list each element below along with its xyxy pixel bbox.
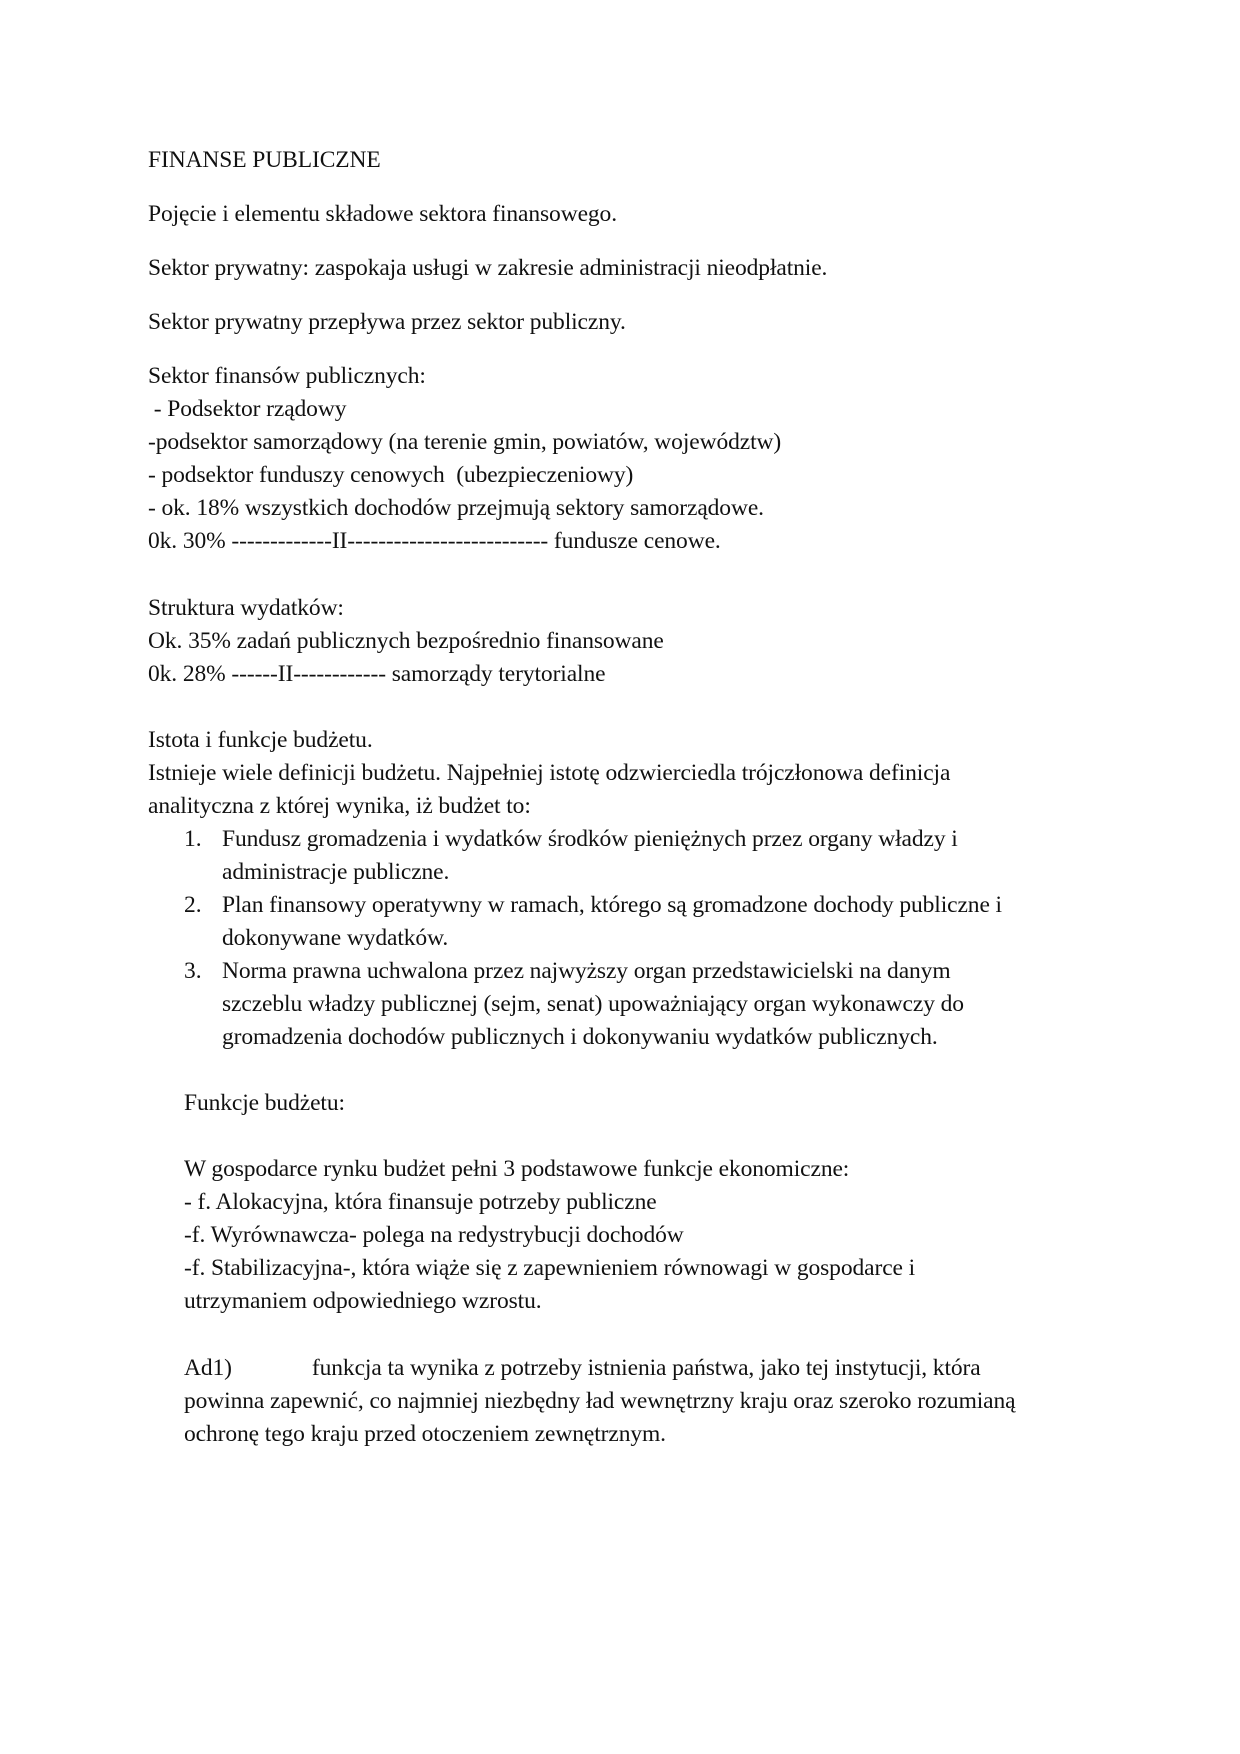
functions-line: - f. Alokacyjna, która finansuje potrzeby publiczne	[184, 1189, 657, 1215]
expenses-heading: Struktura wydatków:	[148, 595, 344, 621]
definition-line: Norma prawna uchwalona przez najwyższy organ przedstawicielski na danym	[222, 958, 951, 984]
expenses-line: 0k. 28% ------II------------ samorządy terytorialne	[148, 661, 606, 687]
functions-heading: Funkcje budżetu:	[184, 1090, 345, 1116]
intro-line: Sektor prywatny: zaspokaja usługi w zakresie administracji nieodpłatnie.	[148, 255, 828, 281]
budget-intro-line: analityczna z której wynika, iż budżet to:	[148, 793, 531, 819]
definition-line: administracje publiczne.	[222, 859, 450, 885]
budget-heading: Istota i funkcje budżetu.	[148, 727, 373, 753]
ad1-line: powinna zapewnić, co najmniej niezbędny ład wewnętrzny kraju oraz szeroko rozumianą	[184, 1388, 1016, 1414]
definition-line: szczeblu władzy publicznej (sejm, senat) upoważniający organ wykonawczy do	[222, 991, 964, 1017]
budget-intro-line: Istnieje wiele definicji budżetu. Najpełniej istotę odzwierciedla trójczłonowa definicja	[148, 760, 951, 786]
functions-line: -f. Wyrównawcza- polega na redystrybucji dochodów	[184, 1222, 684, 1248]
list-number: 1.	[184, 826, 202, 852]
intro-line: Pojęcie i elementu składowe sektora finansowego.	[148, 201, 617, 227]
definition-line: dokonywane wydatków.	[222, 925, 449, 951]
expenses-line: Ok. 35% zadań publicznych bezpośrednio finansowane	[148, 628, 664, 654]
sector-heading: Sektor finansów publicznych:	[148, 363, 426, 389]
sector-line: - ok. 18% wszystkich dochodów przejmują sektory samorządowe.	[148, 495, 764, 521]
functions-line: W gospodarce rynku budżet pełni 3 podstawowe funkcje ekonomiczne:	[184, 1156, 850, 1182]
ad1-first-line	[184, 1352, 981, 1385]
definition-line: Plan finansowy operatywny w ramach, którego są gromadzone dochody publiczne i	[222, 892, 1002, 918]
functions-line: utrzymaniem odpowiedniego wzrostu.	[184, 1288, 542, 1314]
sector-line: -podsektor samorządowy (na terenie gmin, powiatów, województw)	[148, 429, 782, 455]
ad1-line: ochronę tego kraju przed otoczeniem zewnętrznym.	[184, 1421, 666, 1447]
document-title: FINANSE PUBLICZNE	[148, 147, 381, 173]
sector-line: - podsektor funduszy cenowych (ubezpieczeniowy)	[148, 462, 634, 488]
sector-line: - Podsektor rządowy	[148, 396, 347, 422]
list-number: 3.	[184, 958, 202, 984]
ad1-text: funkcja ta wynika z potrzeby istnienia państwa, jako tej instytucji, która	[311, 1355, 981, 1381]
intro-line: Sektor prywatny przepływa przez sektor publiczny.	[148, 309, 626, 335]
ad1-label: Ad1)	[184, 1355, 232, 1381]
functions-line: -f. Stabilizacyjna-, która wiąże się z zapewnieniem równowagi w gospodarce i	[184, 1255, 916, 1281]
definition-line: gromadzenia dochodów publicznych i dokonywaniu wydatków publicznych.	[222, 1024, 938, 1050]
list-number: 2.	[184, 892, 202, 918]
sector-line: 0k. 30% -------------II-------------------------- fundusze cenowe.	[148, 528, 721, 554]
definition-line: Fundusz gromadzenia i wydatków środków pieniężnych przez organy władzy i	[222, 826, 958, 852]
